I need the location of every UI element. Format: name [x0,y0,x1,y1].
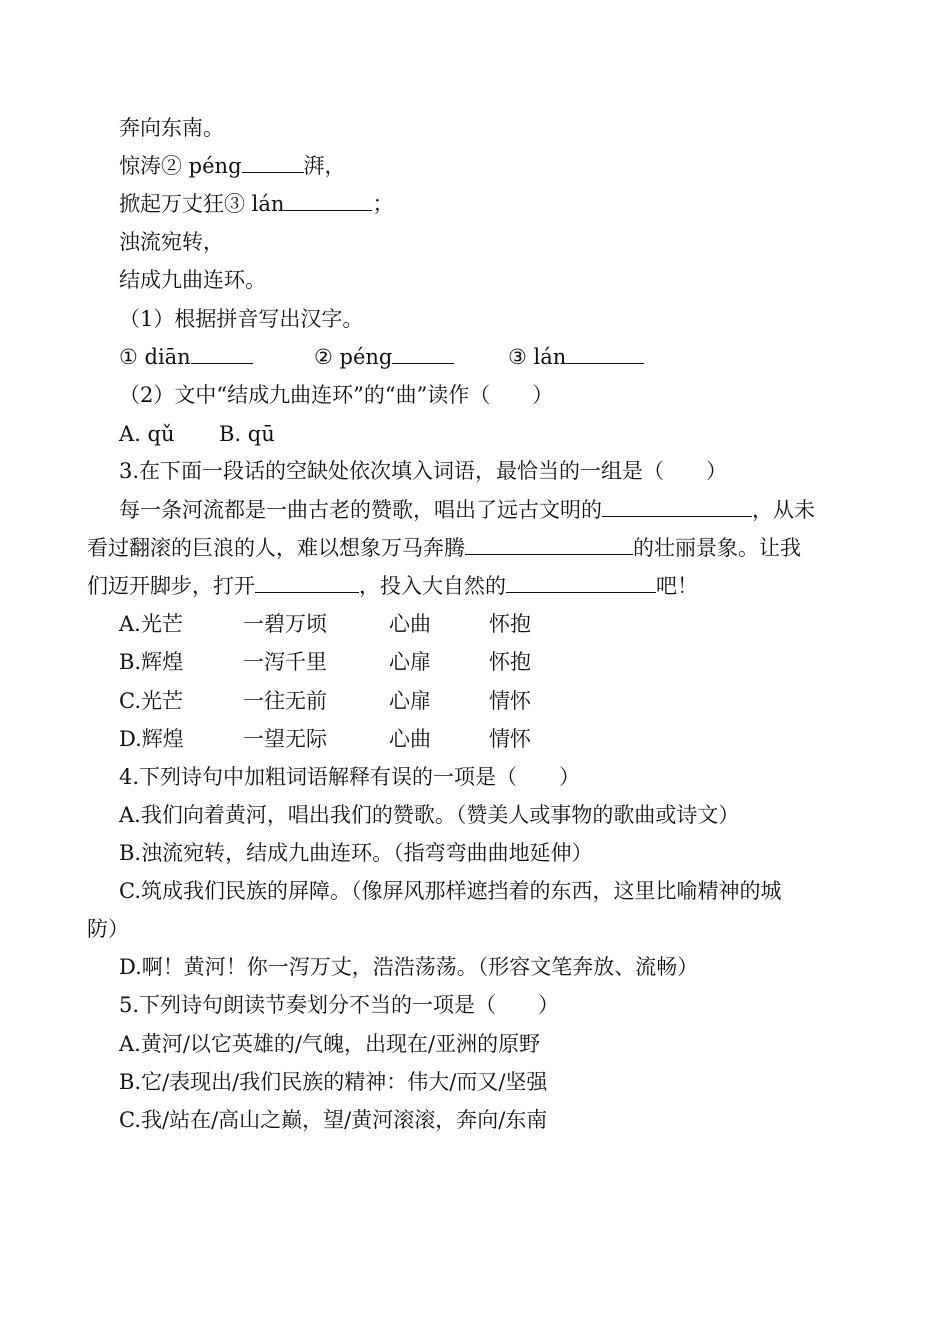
q5-option-a: A.黄河/以它英雄的/气魄，出现在/亚洲的原野 [119,1032,541,1056]
q3-option-b-col2: 一泻千里 [243,650,327,674]
q3-p2-text-a: 看过翻滚的巨浪的人，难以想象万马奔腾 [87,536,465,560]
sub1-blank-c [566,343,644,364]
q3-option-d-col3: 心曲 [389,727,431,751]
sub2-option-a: A. qǔ [119,422,175,446]
sub-question-1: （1）根据拼音写出汉字。 [119,307,364,331]
q3-p2-text-b: 的壮丽景象。让我 [633,536,801,560]
q3-option-b-col3: 心扉 [389,650,431,674]
sub1-item-c-label: ③ lán [508,345,567,369]
q3-option-d-col4: 情怀 [489,727,531,751]
q3-blank-4 [506,572,656,593]
poem-line-4: 浊流宛转， [119,230,224,254]
q3-option-a-col3: 心曲 [389,612,431,636]
q4-option-d: D.啊！黄河！你一泻万丈，浩浩荡荡。（形容文笔奔放、流畅） [119,955,699,979]
q4-option-a: A.我们向着黄河，唱出我们的赞歌。（赞美人或事物的歌曲或诗文） [119,803,740,827]
q3-p3-text-b: ，投入大自然的 [359,574,506,598]
q3-option-d-col2: 一望无际 [243,727,327,751]
q3-option-b-col1: B.辉煌 [119,650,184,674]
q3-p1-text-b: ，从未 [752,498,815,522]
q3-option-a-col1: A.光芒 [119,612,183,636]
sub2-option-b: B. qū [219,422,275,446]
q3-p1-text-a: 每一条河流都是一曲古老的赞歌，唱出了远古文明的 [119,498,602,522]
q3-option-a-col4: 怀抱 [489,612,531,636]
q5-option-b: B.它/表现出/我们民族的精神：伟大/而又/坚强 [119,1070,548,1094]
sub1-blank-b [392,343,454,364]
poem-line-5: 结成九曲连环。 [119,268,266,292]
q4-option-c-line-1: C.筑成我们民族的屏障。（像屏风那样遮挡着的东西，这里比喻精神的城 [119,879,782,903]
poem-line-3-post: ； [372,192,394,216]
sub1-item-c [508,343,644,371]
sub1-item-b-label: ② péng [314,345,393,369]
q4-option-b: B.浊流宛转，结成九曲连环。（指弯弯曲曲地延伸） [119,841,593,865]
sub1-blank-a [191,343,253,364]
q3-paragraph-line-2 [87,534,801,562]
q3-option-c-col1: C.光芒 [119,689,183,713]
poem-line-3 [119,190,393,218]
poem-line-1: 奔向东南。 [119,116,224,140]
q5-option-c: C.我/站在/高山之巅，望/黄河滚滚，奔向/东南 [119,1108,548,1132]
q3-blank-1 [602,496,752,517]
q3-paragraph-line-3 [87,572,698,600]
sub1-item-a [119,343,253,371]
poem-line-3-pre: 掀起万丈狂③ lán [119,192,285,216]
blank-peng [242,152,304,173]
blank-lan [284,190,372,211]
sub-question-2: （2）文中“结成九曲连环”的“曲”读作（ ） [119,383,554,407]
q3-blank-3 [255,572,359,593]
q3-option-a-col2: 一碧万顷 [243,612,327,636]
q3-option-c-col3: 心扉 [389,689,431,713]
q3-p3-text-c: 吧！ [656,574,698,598]
q3-blank-2 [465,534,633,555]
poem-line-2 [119,152,346,180]
poem-line-2-pre: 惊涛② péng [119,154,242,178]
sub1-item-b [314,343,454,371]
question-4-stem: 4.下列诗句中加粗词语解释有误的一项是（ ） [119,765,581,789]
q3-option-d-col1: D.辉煌 [119,727,184,751]
q3-p3-text-a: 们迈开脚步，打开 [87,574,255,598]
question-3-stem: 3.在下面一段话的空缺处依次填入词语，最恰当的一组是（ ） [119,459,728,483]
sub1-item-a-label: ① diān [119,345,191,369]
q3-option-c-col4: 情怀 [489,689,531,713]
poem-line-2-post: 湃， [303,154,346,178]
q3-option-c-col2: 一往无前 [243,689,327,713]
q3-paragraph-line-1 [119,496,815,524]
question-5-stem: 5.下列诗句朗读节奏划分不当的一项是（ ） [119,993,560,1017]
q4-option-c-line-2: 防） [87,917,129,941]
q3-option-b-col4: 怀抱 [489,650,531,674]
